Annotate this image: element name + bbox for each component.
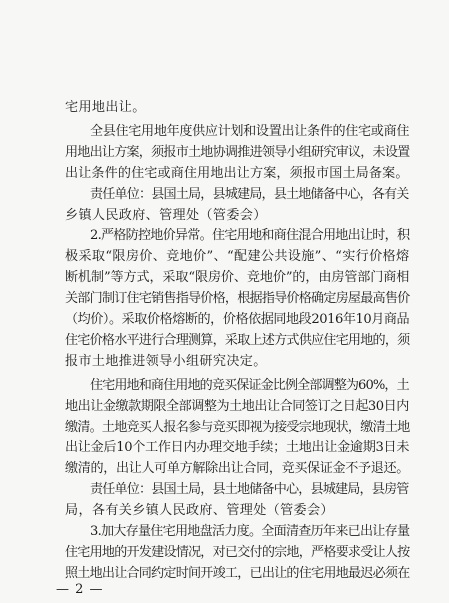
text-line: 乡镇人民政府、管理处（管委会） [65, 207, 267, 223]
text-line: 住宅用地和商住用地的竞买保证金比例全部调整为60%，土 [90, 377, 409, 393]
text-line: 缴清。土地竞买人报名参与竞买即视为接受宗地现状，缴清土地 [65, 419, 410, 435]
page-number: — 2 — [56, 582, 104, 597]
text-line: 住宅用地的开发建设情况，对已交付的宗地，严格要求受让人按 [65, 544, 410, 560]
text-line: 责任单位：县国土局，县城建局，县土地储备中心，各有关 [90, 186, 409, 202]
text-line: 关部门制订住宅销售指导价格，根据指导价格确定房屋最高售价 [65, 291, 410, 307]
text-line: 宅用地出让。 [65, 100, 146, 115]
text-line: 出让条件的住宅或商住用地出让方案，须报市国土局备案。 [65, 165, 409, 181]
text-line: （均价）。采取价格熔断的，价格依据同地段2016年10月商品 [65, 312, 410, 327]
text-line: 责任单位：县国土局，县土地储备中心，县城建局，县房管 [90, 482, 409, 498]
text-line: 3.加大存量住宅用地盘活力度。全面清查历年来已出让存量 [90, 524, 410, 539]
text-line: 报市土地推进领导小组研究决定。 [65, 353, 267, 369]
text-line: 出让金后10个工作日内办理交地手续；土地出让金逾期3日未 [65, 440, 410, 456]
text-line: 照土地出让合同约定时间开竣工，已出让的住宅用地最迟必须在 [65, 565, 410, 581]
text-line: 2.严格防控地价异常。住宅用地和商住混合用地出让时，积 [90, 228, 410, 244]
text-line: 缴清的，出让人可单方解除出让合同，竞买保证金不予退还。 [65, 461, 409, 477]
text-line: 断机制”等方式，采取“限房价、竞地价”的，由房管部门商相 [65, 270, 410, 286]
text-line: 住宅价格水平进行合理测算，采取上述方式供应住宅用地的，须 [65, 332, 410, 348]
text-line: 用地出让方案，须报市土地协调推进领导小组研究审议，未设置 [65, 144, 410, 160]
text-line: 地出让金缴款期限全部调整为土地出让合同签订之日起30日内 [65, 398, 409, 414]
text-line: 局，各有关乡镇人民政府、管理处（管委会） [65, 503, 334, 519]
text-line: 全县住宅用地年度供应计划和设置出让条件的住宅或商住 [90, 123, 410, 139]
text-line: 极采取“限房价、竞地价”、“配建公共设施”、“实行价格熔 [65, 249, 410, 265]
